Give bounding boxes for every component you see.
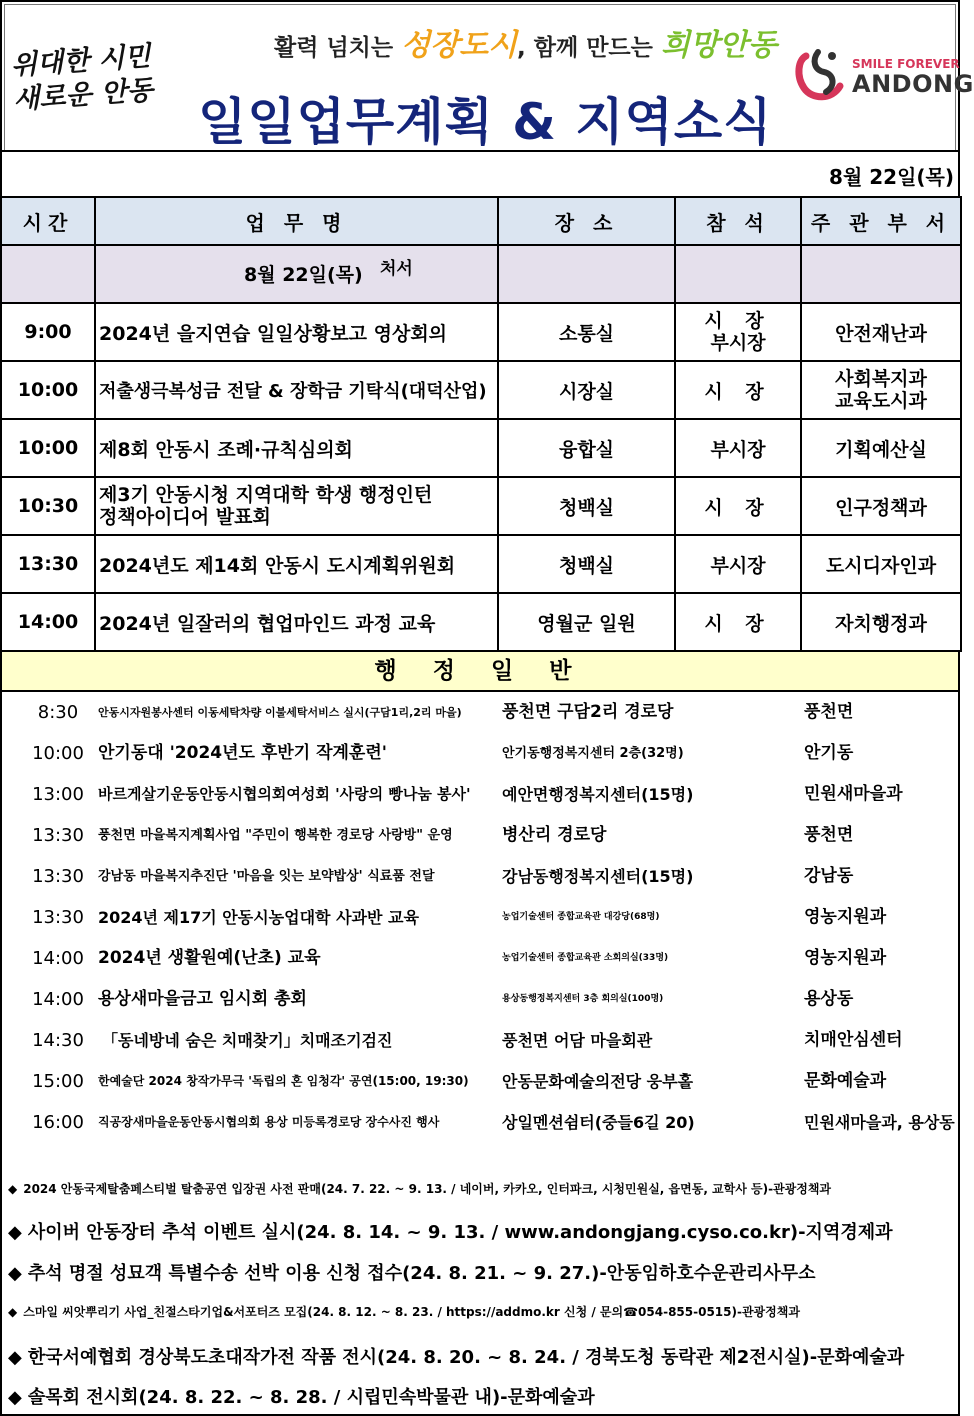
admin-task: 풍천면 마을복지계획사업 "주민이 행복한 경로당 사랑방" 운영	[98, 828, 453, 843]
admin-task: 바르게살기운동안동시협의회여성회 '사랑의 빵나눔 봉사'	[98, 785, 471, 803]
slogan-part-growth-city: 성장도시	[401, 28, 518, 63]
admin-dept: 용상동	[804, 989, 854, 1009]
date-row-date: 8월 22일(목)	[244, 264, 363, 286]
row-attend: 부시장	[675, 419, 801, 477]
row-attend	[675, 303, 801, 361]
admin-place: 농업기술센터 종합교육관 대강당(68명)	[502, 912, 660, 922]
diamond-bullet-icon: ◆	[8, 1222, 22, 1243]
notice-text: 사이버 안동장터 추석 이벤트 실시(24. 8. 14. ~ 9. 13. / www.andongjang.cyso.co.kr)-지역경제과	[27, 1222, 893, 1243]
slogan-part-3: , 함께 만드는	[517, 35, 661, 61]
admin-task: 한예술단 2024 창작가무극 '독립의 혼 임청각' 공연(15:00, 19:30)	[98, 1074, 469, 1088]
row-place: 융합실	[498, 419, 675, 477]
list-item	[2, 733, 958, 774]
row-place: 영월군 일원	[498, 593, 675, 651]
col-header-place: 장 소	[498, 197, 675, 245]
list-item	[2, 1061, 958, 1102]
table-row	[1, 303, 961, 361]
notice-text: 추석 명절 성묘객 특별수송 선박 이용 신청 접수(24. 8. 21. ~ 9. 27.)-안동임하호수운관리사무소	[27, 1263, 816, 1284]
table-row	[1, 361, 961, 419]
table-row	[1, 419, 961, 477]
slogan-part-1: 활력 넘치는	[274, 35, 402, 61]
admin-time: 14:30	[32, 1030, 84, 1051]
row-task	[95, 477, 498, 535]
admin-place: 상일멘션쉼터(중들6길 20)	[502, 1113, 695, 1132]
report-date: 8월 22일(목)	[829, 165, 954, 189]
admin-task: 안기동대 '2024년도 후반기 작계훈련'	[98, 743, 387, 763]
admin-task: 2024년 생활원예(난초) 교육	[98, 948, 321, 968]
row-place: 청백실	[498, 477, 675, 535]
row-time: 13:30	[1, 535, 95, 593]
date-line	[0, 150, 960, 196]
admin-time: 10:00	[32, 743, 84, 764]
schedule-header-row	[1, 197, 961, 245]
row-attend-line-1: 시 장	[704, 310, 772, 332]
admin-dept: 민원새마을과	[804, 784, 903, 804]
row-dept: 자치행정과	[801, 593, 961, 651]
date-row-empty-time	[1, 245, 95, 303]
table-row	[1, 477, 961, 535]
list-item	[2, 815, 958, 856]
slogan-part-hope-andong: 희망안동	[660, 28, 777, 63]
logo-wordmark: ANDONG	[852, 70, 974, 98]
admin-time: 13:30	[32, 907, 84, 928]
row-attend: 부시장	[675, 535, 801, 593]
row-place: 시장실	[498, 361, 675, 419]
admin-place: 풍천면 어담 마을회관	[502, 1031, 653, 1050]
row-time: 14:00	[1, 593, 95, 651]
date-row-empty-attend	[675, 245, 801, 303]
admin-dept: 영농지원과	[804, 948, 887, 968]
admin-dept: 민원새마을과, 용상동	[804, 1113, 955, 1132]
slogan-top	[274, 20, 777, 64]
row-dept-line-2: 교육도시과	[835, 390, 927, 412]
row-place: 청백실	[498, 535, 675, 593]
diamond-bullet-icon: ◆	[8, 1387, 22, 1408]
admin-time: 13:30	[32, 825, 84, 846]
admin-place: 안동문화예술의전당 웅부홀	[502, 1072, 694, 1091]
col-header-dept: 주 관 부 서	[801, 197, 961, 245]
list-item	[2, 1020, 958, 1061]
admin-dept: 강남동	[804, 866, 854, 886]
admin-task: 안동시자원봉사센터 이동세탁차량 이불세탁서비스 실시(구담1리,2리 마을)	[98, 706, 462, 719]
row-task: 저출생극복성금 전달 & 장학금 기탁식(대덕산업)	[95, 361, 498, 419]
admin-place: 용상동행정복지센터 3층 회의실(100명)	[502, 994, 664, 1004]
col-header-task: 업 무 명	[95, 197, 498, 245]
notice-item	[8, 1218, 893, 1244]
list-item	[2, 692, 958, 733]
table-row	[1, 535, 961, 593]
row-dept: 안전재난과	[801, 303, 961, 361]
notice-text: 한국서예협회 경상북도초대작가전 작품 전시(24. 8. 20. ~ 8. 24. / 경북도청 동락관 제2전시실)-문화예술과	[27, 1347, 905, 1368]
admin-dept: 풍천면	[804, 825, 854, 845]
row-time: 10:00	[1, 419, 95, 477]
admin-place: 안기동행정복지센터 2층(32명)	[502, 746, 684, 761]
notice-item	[8, 1180, 831, 1197]
row-time: 9:00	[1, 303, 95, 361]
diamond-bullet-icon: ◆	[8, 1347, 22, 1368]
admin-dept: 안기동	[804, 743, 854, 763]
row-attend: 시 장	[675, 593, 801, 651]
notice-item	[8, 1383, 595, 1409]
list-item	[2, 856, 958, 897]
diamond-bullet-icon: ◆	[8, 1263, 22, 1284]
row-dept: 인구정책과	[801, 477, 961, 535]
admin-time: 14:00	[32, 948, 84, 969]
list-item	[2, 1102, 958, 1143]
admin-place: 농업기술센터 종합교육관 소회의실(33명)	[502, 953, 669, 963]
andong-logo-mark-icon	[792, 46, 848, 104]
admin-dept: 영농지원과	[804, 907, 887, 927]
regional-notices	[0, 1166, 960, 1416]
row-place: 소통실	[498, 303, 675, 361]
admin-time: 8:30	[37, 702, 79, 723]
row-task-line-1: 제3기 안동시청 지역대학 학생 행정인턴	[99, 484, 433, 506]
page-header	[0, 0, 974, 151]
admin-place: 강남동행정복지센터(15명)	[502, 867, 694, 886]
notice-item	[8, 1259, 815, 1285]
admin-place: 풍천면 구담2리 경로당	[502, 702, 674, 722]
admin-time: 16:00	[32, 1112, 84, 1133]
admin-dept: 문화예술과	[804, 1071, 887, 1091]
admin-time: 14:00	[32, 989, 84, 1010]
list-item	[2, 938, 958, 979]
notice-item	[8, 1343, 904, 1369]
diamond-bullet-icon: ◆	[8, 1305, 18, 1319]
admin-dept: 풍천면	[804, 702, 854, 722]
col-header-attend: 참 석	[675, 197, 801, 245]
admin-section-title: 행 정 일 반	[0, 650, 960, 692]
row-time: 10:00	[1, 361, 95, 419]
row-attend: 시 장	[675, 477, 801, 535]
admin-task: 「동네방네 숨은 치매찾기」치매조기검진	[102, 1031, 393, 1050]
admin-place: 병산리 경로당	[502, 825, 607, 845]
notice-text: 2024 안동국제탈춤페스티벌 탈춤공연 입장권 사전 판매(24. 7. 22. ~ 9. 13. / 네이버, 카카오, 인터파크, 시청민원실, 읍면동, 교학사 등)-관광정책과	[23, 1182, 832, 1196]
admin-time: 13:00	[32, 784, 84, 805]
schedule-table	[0, 196, 962, 652]
date-row-solar-term: 처서	[380, 259, 413, 279]
row-attend: 시 장	[675, 361, 801, 419]
list-item	[2, 774, 958, 815]
row-time: 10:30	[1, 477, 95, 535]
admin-list	[0, 692, 960, 1166]
diamond-bullet-icon: ◆	[8, 1182, 18, 1196]
admin-task: 강남동 마을복지추진단 '마음을 잇는 보약밥상' 식료품 전달	[98, 869, 435, 884]
date-row-cell	[95, 245, 498, 303]
admin-time: 13:30	[32, 866, 84, 887]
row-dept	[801, 361, 961, 419]
table-row	[1, 593, 961, 651]
andong-logo	[792, 46, 974, 106]
row-dept-line-1: 사회복지과	[835, 368, 927, 390]
list-item	[2, 897, 958, 938]
admin-place: 예안면행정복지센터(15명)	[502, 785, 694, 804]
admin-time: 15:00	[32, 1071, 84, 1092]
notice-text: 솔목회 전시회(24. 8. 22. ~ 8. 28. / 시립민속박물관 내)-문화예술과	[27, 1387, 595, 1408]
col-header-time: 시간	[1, 197, 95, 245]
notice-item	[8, 1303, 800, 1320]
page-title: 일일업무계획 & 지역소식	[198, 93, 773, 151]
date-row-empty-place	[498, 245, 675, 303]
row-task: 2024년도 제14회 안동시 도시계획위원회	[95, 535, 498, 593]
logo-subtitle: SMILE FOREVER	[852, 57, 960, 71]
row-task: 제8회 안동시 조례·규칙심의회	[95, 419, 498, 477]
list-item	[2, 979, 958, 1020]
schedule-date-row	[1, 245, 961, 303]
row-dept: 기획예산실	[801, 419, 961, 477]
row-task-line-2: 정책아이디어 발표회	[99, 506, 271, 528]
date-row-empty-dept	[801, 245, 961, 303]
slogan-left: 위대한 시민 새로운 안동	[9, 40, 154, 116]
admin-task: 직공장새마을운동안동시협의회 용상 미등록경로당 장수사진 행사	[98, 1115, 440, 1129]
admin-dept: 치매안심센터	[804, 1030, 903, 1050]
row-task: 2024년 을지연습 일일상황보고 영상회의	[95, 303, 498, 361]
admin-task: 2024년 제17기 안동시농업대학 사과반 교육	[98, 908, 419, 927]
notice-text: 스마일 씨앗뿌리기 사업_친절스타기업&서포터즈 모집(24. 8. 12. ~ 8. 23. / https://addmo.kr 신청 / 문의☎054-855-0515)-관광정책과	[23, 1305, 800, 1319]
row-attend-line-2: 부시장	[710, 332, 766, 354]
row-dept: 도시디자인과	[801, 535, 961, 593]
admin-task: 용상새마을금고 임시회 총회	[98, 989, 307, 1009]
row-task: 2024년 일잘러의 협업마인드 과정 교육	[95, 593, 498, 651]
